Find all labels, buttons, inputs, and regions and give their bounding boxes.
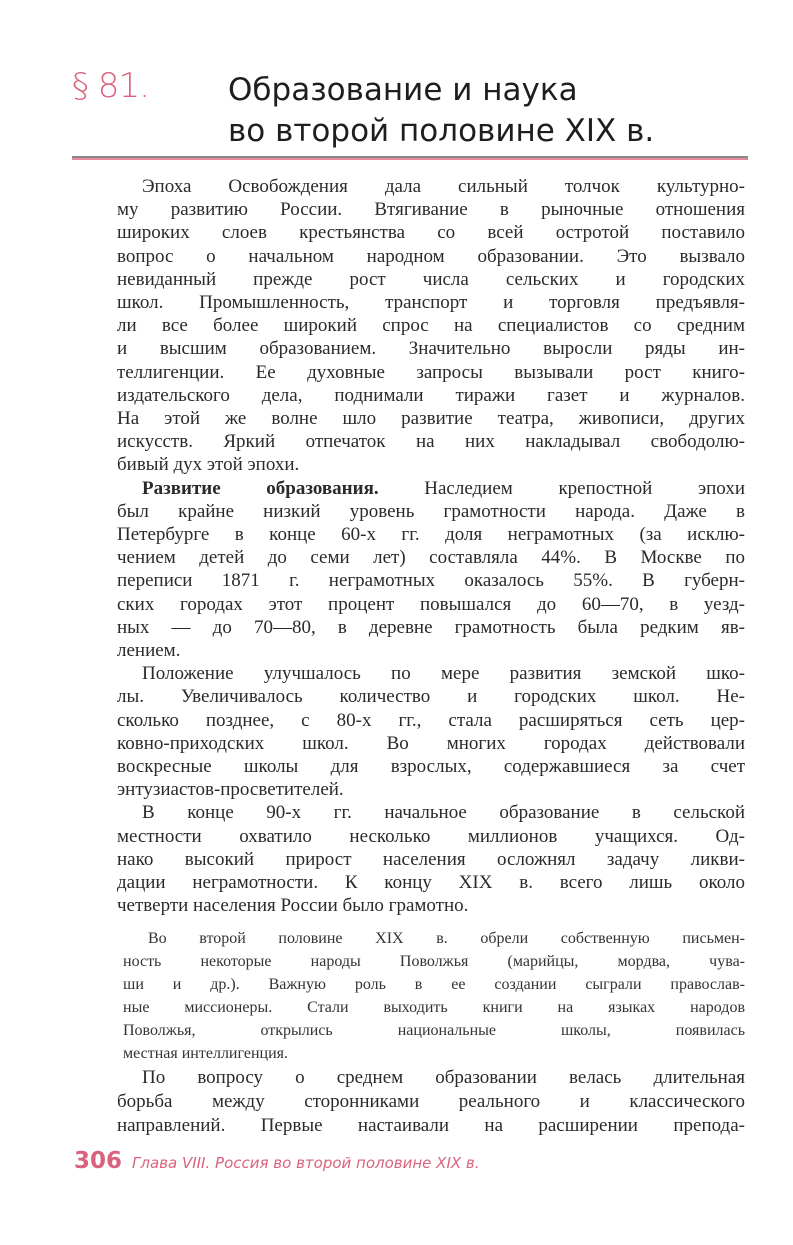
text-line: ши и др.). Важную роль в ее создании сыграли православ- xyxy=(123,976,745,993)
text-line: Эпоха Освобождения дала сильный толчок культурно- xyxy=(142,176,745,197)
page-number: 306 xyxy=(74,1148,123,1174)
text-line: ные миссионеры. Стали выходить книги на языках народов xyxy=(123,999,745,1016)
main-text xyxy=(117,175,745,918)
text-line: искусств. Яркий отпечаток на них накладывал свободолю- xyxy=(117,431,745,453)
text-line: ли все более широкий спрос на специалистов со средним xyxy=(117,315,745,337)
text-line: бивый дух этой эпохи. xyxy=(117,454,300,476)
text-line: воскресные школы для взрослых, содержавшиеся за счет xyxy=(117,756,745,778)
text-line: местная интеллигенция. xyxy=(123,1045,288,1062)
text-line: ковно-приходских школ. Во многих городах действовали xyxy=(117,732,745,754)
text-line: направлений. Первые настаивали на расширении препода- xyxy=(117,1115,745,1136)
text-line: энтузиастов-просветителей. xyxy=(117,779,344,801)
chapter-title: Глава VIII. Россия во второй половине XIX в. xyxy=(132,1154,480,1172)
paragraph xyxy=(117,175,745,477)
text-line: ных — до 70—80, в деревне грамотность была редким яв- xyxy=(117,616,745,638)
text-line: дации неграмотности. К концу XIX в. всего лишь около xyxy=(117,872,745,894)
text-line: чением детей до семи лет) составляла 44%. В Москве по xyxy=(117,547,745,569)
text-line: издательского дела, поднимали тиражи газет и журналов. xyxy=(117,384,745,406)
text-line: переписи 1871 г. неграмотных оказалось 55%. В губерн- xyxy=(117,570,745,592)
text-line: местности охватило несколько миллионов учащихся. Од- xyxy=(117,825,745,847)
text-line: Положение улучшалось по мере развития земской шко- xyxy=(142,663,745,685)
text-line: ность некоторые народы Поволжья (марийцы, мордва, чува- xyxy=(123,953,745,970)
paragraph xyxy=(117,662,745,801)
text-line: широких слоев крестьянства со всей остротой поставило xyxy=(117,222,745,244)
text-line: вопрос о начальном народном образовании. Это вызвало xyxy=(117,245,745,267)
text-line xyxy=(117,477,745,500)
text-line: теллигенции. Ее духовные запросы вызывали рост книго- xyxy=(117,361,745,383)
text-line: На этой же волне шло развитие театра, живописи, других xyxy=(117,408,745,430)
text-line: и высшим образованием. Значительно выросли ряды ин- xyxy=(117,338,745,360)
text-line: четверти населения России было грамотно. xyxy=(117,895,469,917)
title-line: во второй половине XIX в. xyxy=(228,113,655,149)
text-line: В конце 90-х гг. начальное образование в сельской xyxy=(142,802,745,824)
title-divider-accent xyxy=(72,158,748,160)
text-line: борьба между сторонниками реального и классического xyxy=(117,1091,745,1112)
sidenote-text xyxy=(123,927,745,1065)
text-line: школ. Промышленность, транспорт и торговля предъявля- xyxy=(117,292,745,314)
text-line: Петербурге в конце 60-х гг. доля неграмотных (за исклю- xyxy=(117,524,745,546)
text-line: был крайне низкий уровень грамотности народа. Даже в xyxy=(117,500,745,522)
section-number: § 81. xyxy=(72,66,149,106)
text-line: лы. Увеличивалось количество и городских школ. Не- xyxy=(117,686,745,708)
text-line: невиданный прежде рост числа сельских и городских xyxy=(117,268,745,290)
title-line: Образование и наука xyxy=(228,72,578,108)
text-line: По вопросу о среднем образовании велась длительная xyxy=(142,1067,745,1088)
page-title xyxy=(228,70,654,152)
text-line: нако высокий прирост населения осложнял задачу ликви- xyxy=(117,848,745,870)
text-line: сколько позднее, с 80-х гг., стала расширяться сеть цер- xyxy=(117,709,745,731)
text-line: му развитию России. Втягивание в рыночные отношения xyxy=(117,199,745,221)
paragraph xyxy=(117,477,745,663)
page-footer xyxy=(74,1148,480,1174)
text-line: Поволжья, открылись национальные школы, появилась xyxy=(123,1022,745,1039)
paragraph xyxy=(117,801,745,917)
paragraph-heading: Развитие образования. xyxy=(142,477,379,499)
continuation-text xyxy=(117,1066,745,1138)
text-line: ских городах этот процент повышался до 60—70, в уезд- xyxy=(117,593,745,615)
text-line: лением. xyxy=(117,640,181,662)
text-fragment: Наследием крепостной эпохи xyxy=(378,477,745,499)
text-line: Во второй половине XIX в. обрели собственную письмен- xyxy=(148,930,745,947)
